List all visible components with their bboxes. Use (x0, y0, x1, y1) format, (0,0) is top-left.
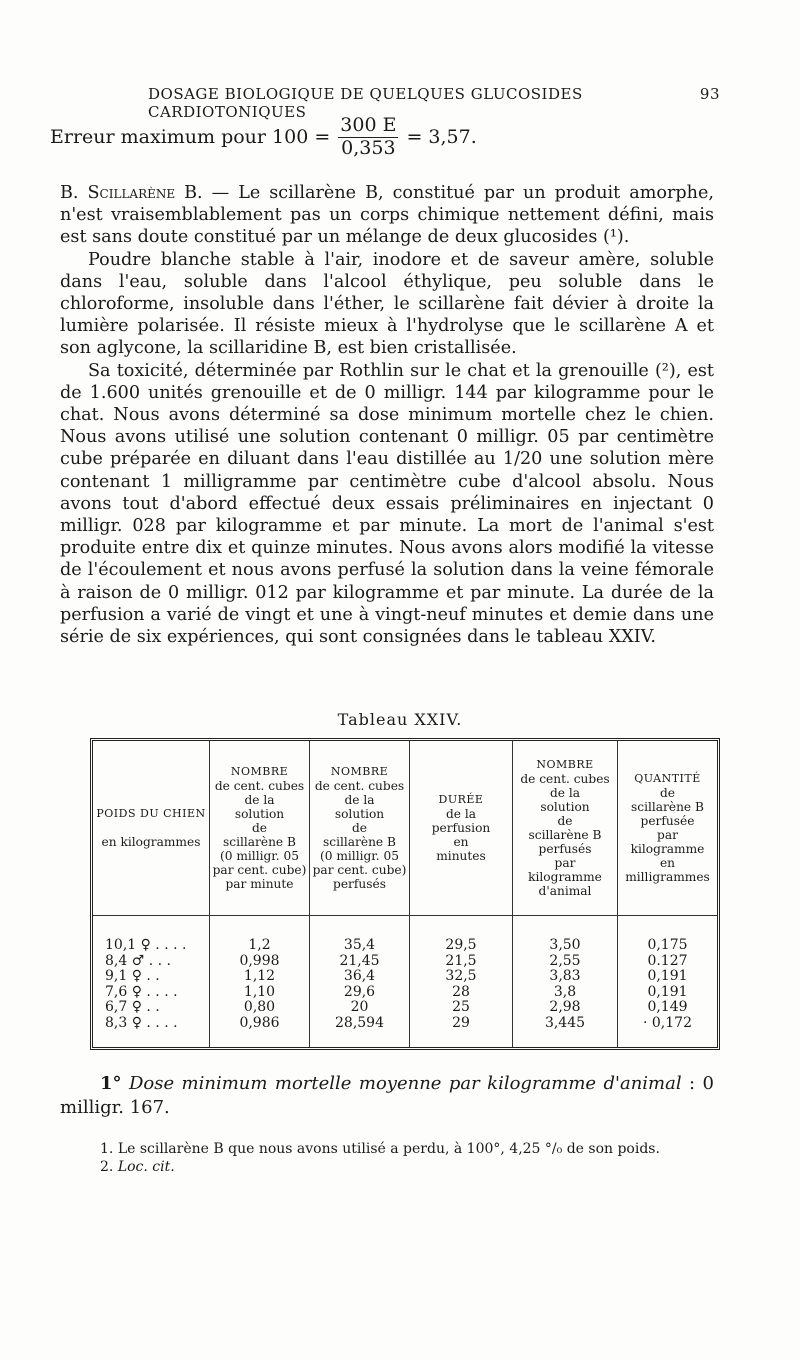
cell-cc-per-minute: 1,10 (210, 985, 310, 1001)
formula-fraction (338, 115, 398, 160)
header-line: d'animal (538, 884, 592, 898)
header-line: solution (334, 807, 385, 821)
fill-cell (513, 1031, 618, 1047)
cell-cc-per-minute: 0,998 (210, 954, 310, 970)
spacer-cell (210, 916, 310, 939)
cell-cc-per-minute: 1,2 (210, 938, 310, 954)
header-line: solution (234, 807, 285, 821)
cell-weight: 8,4 ♂ . . . (93, 954, 210, 970)
table-title: Tableau XXIV. (337, 710, 463, 729)
spacer-cell (410, 916, 513, 939)
result-label: Dose minimum mortelle moyenne par kilogramme d'animal (128, 1073, 682, 1094)
header-line: de la (344, 793, 375, 807)
header-cc-per-kg (513, 741, 618, 916)
cell-cc-per-kg: 3,83 (513, 969, 618, 985)
header-line: solution (540, 800, 590, 814)
cell-cc-per-kg: 3,445 (513, 1016, 618, 1032)
header-duration (410, 741, 513, 916)
error-formula (50, 115, 477, 160)
spacer-cell (93, 916, 210, 939)
header-line: (0 milligr. 05 (319, 849, 400, 863)
header-line: de la (244, 793, 275, 807)
table-row (93, 938, 717, 954)
result-line (60, 1072, 714, 1120)
header-line: de cent. cubes (314, 779, 405, 793)
cell-duration: 25 (410, 1000, 513, 1016)
spacer-cell (618, 916, 718, 939)
header-quantity (618, 741, 718, 916)
cell-quantity: 0.127 (647, 952, 688, 969)
formula-result: = 3,57. (406, 126, 477, 149)
table-header-row (93, 741, 717, 916)
cell-quantity: 0,191 (647, 983, 688, 1000)
table-row (93, 1000, 717, 1016)
header-line: de (251, 821, 267, 835)
paragraph-1 (60, 182, 714, 249)
header-line: de cent. cubes (520, 772, 610, 786)
cell-cc-per-minute: 1,12 (210, 969, 310, 985)
header-line: par (657, 828, 678, 842)
formula-numerator: 300 E (340, 114, 397, 136)
cell-duration: 32,5 (410, 969, 513, 985)
formula-label: Erreur maximum pour 100 = (50, 126, 331, 149)
cell-quantity: · 0,172 (643, 1014, 692, 1031)
result-value: : 0 milligr. 167. (60, 1073, 714, 1118)
header-line: scillarène B (528, 828, 602, 842)
page-number: 93 (699, 85, 720, 103)
header-line: POIDS DU CHIEN (96, 807, 206, 820)
footnote-text: Loc. cit. (117, 1159, 175, 1175)
spacer-cell (310, 916, 410, 939)
cell-duration: 29 (410, 1016, 513, 1032)
header-line: par cent. cube) (212, 863, 307, 877)
cell-cc-perfused: 21,45 (310, 954, 410, 970)
header-cc-perfused (310, 741, 410, 916)
header-line: scillarène B (223, 835, 296, 849)
header-line: scillarène B (631, 800, 704, 814)
header-line: QUANTITÉ (634, 772, 701, 785)
header-line: NOMBRE (330, 765, 389, 778)
header-line: scillarène B (323, 835, 396, 849)
section-lead: B. Scillarène B. (60, 183, 203, 203)
fill-cell (93, 1031, 210, 1047)
cell-weight: 8,3 ♀ . . . . (93, 1016, 210, 1032)
footnote-text: Le scillarène B que nous avons utilisé a perdu, à 100°, 4,25 °/₀ de son poids. (117, 1141, 660, 1157)
header-line: en (659, 856, 676, 870)
cell-cc-per-minute: 0,986 (210, 1016, 310, 1032)
header-cc-per-minute (210, 741, 310, 916)
footnote-mark: 1. (100, 1141, 114, 1157)
spacer-cell (513, 916, 618, 939)
header-line: (0 milligr. 05 (219, 849, 300, 863)
header-line: de (351, 821, 367, 835)
table-spacer-row (93, 916, 717, 939)
formula-denominator: 0,353 (341, 136, 396, 159)
data-table (93, 741, 717, 1047)
header-line: milligrammes (625, 870, 710, 884)
table-fill-row (93, 1031, 717, 1047)
paragraph-text: — Le scillarène B, constitué par un produit amorphe, n'est vraisemblablement pas un corps chimique nettement défini, mais est sans doute constitué par un mélange de deux glucosides (¹). (60, 183, 714, 248)
running-title: DOSAGE BIOLOGIQUE DE QUELQUES GLUCOSIDES CARDIOTONIQUES (148, 85, 583, 121)
header-line: perfusés (333, 877, 386, 891)
header-line: DURÉE (438, 793, 484, 806)
footnote-mark: 2. (100, 1159, 114, 1175)
fill-cell (310, 1031, 410, 1047)
cell-cc-per-kg: 2,55 (513, 954, 618, 970)
header-line: NOMBRE (230, 765, 289, 778)
cell-weight: 9,1 ♀ . . (93, 969, 210, 985)
paragraph-3: Sa toxicité, déterminée par Rothlin sur le chat et la grenouille (²), est de 1.600 unités grenouille et de 0 milligr. 144 par kilogramme pour le chat. Nous avons déterminé sa dose minimum mortelle chez le chien. Nous avons utilisé une solution contenant 0 milligr. 05 par centimètre cube préparée en diluant dans l'eau distillée au 1/20 une solution mère contenant 1 milligramme par centimètre cube d'alcool absolu. Nous avons tout d'abord effectué deux essais préliminaires en injectant 0 milligr. 028 par kilogramme et par minute. La mort de l'animal s'est produite entre dix et quinze minutes. Nous avons alors modifié la vitesse de l'écoulement et nous avons perfusé la solution dans la veine fémorale à raison de 0 milligr. 012 par kilogramme et par minute. La durée de la perfusion a varié de vingt et une à vingt-neuf minutes et demie dans une série de six expériences, qui sont consignées dans le tableau XXIV. (60, 360, 714, 648)
cell-duration: 29,5 (410, 938, 513, 954)
table-row (93, 1016, 717, 1032)
table-row (93, 969, 717, 985)
cell-cc-perfused: 35,4 (310, 938, 410, 954)
header-line: de (659, 786, 675, 800)
cell-cc-perfused: 36,4 (310, 969, 410, 985)
table-row (93, 985, 717, 1001)
header-line: NOMBRE (536, 758, 594, 771)
paragraph-2: Poudre blanche stable à l'air, inodore et de saveur amère, soluble dans l'eau, soluble dans l'alcool éthylique, peu soluble dans le chloroforme, insoluble dans l'éther, le scillarène fait dévier à droite la lumière polarisée. Il résiste mieux à l'hydrolyse que le scillarène A et son aglycone, la scillaridine B, est bien cristallisée. (60, 249, 714, 359)
cell-cc-per-kg: 3,8 (513, 985, 618, 1001)
cell-duration: 28 (410, 985, 513, 1001)
footnote-2 (100, 1158, 720, 1176)
cell-weight: 10,1 ♀ . . . . (93, 938, 210, 954)
cell-cc-per-minute: 0,80 (210, 1000, 310, 1016)
header-line: kilogramme (630, 842, 705, 856)
cell-cc-perfused: 28,594 (310, 1016, 410, 1032)
cell-quantity: 0,149 (647, 999, 688, 1015)
header-line: de la (445, 807, 477, 821)
fill-cell (210, 1031, 310, 1047)
cell-weight: 7,6 ♀ . . . . (93, 985, 210, 1001)
header-line: kilogramme (528, 870, 602, 884)
result-number: 1° (100, 1073, 122, 1094)
header-line: par minute (225, 877, 294, 891)
fill-cell (410, 1031, 513, 1047)
header-line: perfusés (538, 842, 592, 856)
header-line: perfusion (431, 821, 491, 835)
header-line: par (554, 856, 576, 870)
result-statement (60, 1072, 714, 1120)
header-weight (93, 741, 210, 916)
header-line: perfusée (640, 814, 695, 828)
cell-cc-perfused: 20 (310, 1000, 410, 1016)
cell-quantity: 0,191 (647, 968, 688, 984)
cell-cc-perfused: 29,6 (310, 985, 410, 1001)
cell-cc-per-kg: 2,98 (513, 1000, 618, 1016)
header-line: en kilogrammes (101, 835, 201, 849)
header-line: de la (549, 786, 581, 800)
data-table-frame (90, 738, 720, 1050)
cell-cc-per-kg: 3,50 (513, 938, 618, 954)
header-line: en (453, 835, 469, 849)
header-line: par cent. cube) (312, 863, 407, 877)
header-line: minutes (436, 849, 486, 863)
cell-duration: 21,5 (410, 954, 513, 970)
body-text (60, 182, 714, 648)
footnotes (100, 1140, 720, 1176)
cell-quantity: 0,175 (647, 937, 688, 953)
header-line: de cent. cubes (214, 779, 305, 793)
fill-cell (618, 1031, 718, 1047)
header-line: de (557, 814, 573, 828)
table-row (93, 954, 717, 970)
cell-weight: 6,7 ♀ . . (93, 1000, 210, 1016)
footnote-1 (100, 1140, 720, 1158)
